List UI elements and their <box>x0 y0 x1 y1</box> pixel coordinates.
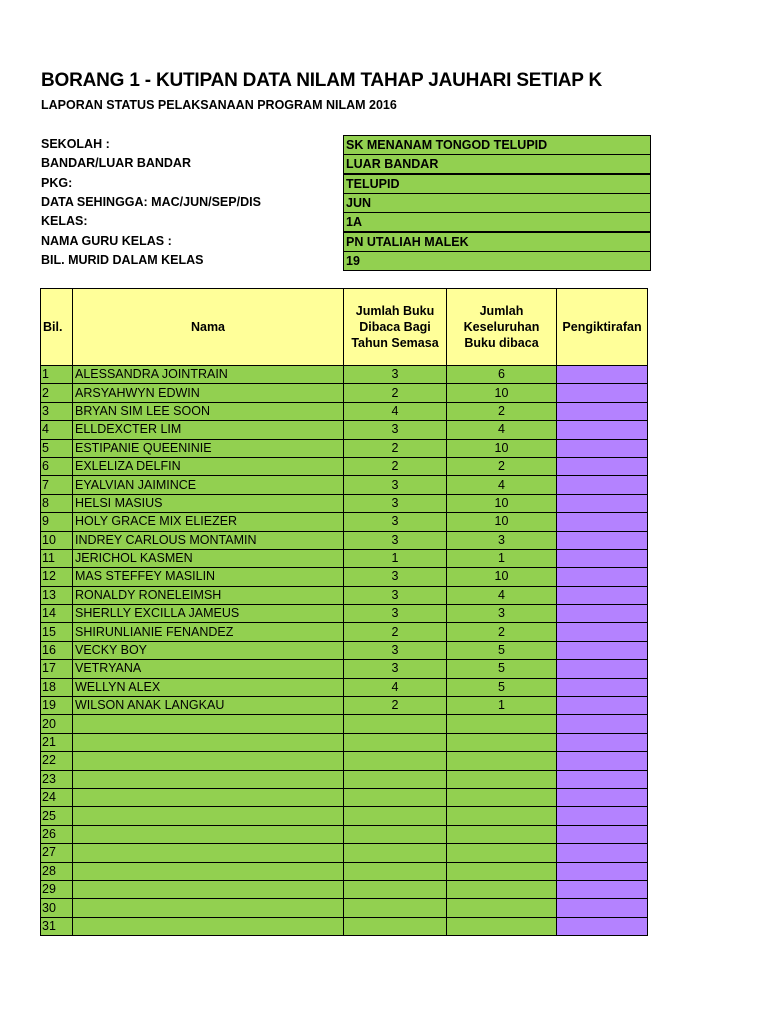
table-row <box>41 788 648 806</box>
row-nama-cell[interactable]: RONALDY RONELEIMSH <box>73 586 344 604</box>
row-jumlah-keseluruhan-cell[interactable]: 3 <box>447 531 557 549</box>
data-sehingga-field[interactable]: JUN <box>343 193 651 213</box>
row-nama-cell[interactable] <box>73 880 344 898</box>
row-jumlah-keseluruhan-cell[interactable]: 3 <box>447 605 557 623</box>
table-row <box>41 770 648 788</box>
row-jumlah-tahun-cell[interactable]: 2 <box>344 439 447 457</box>
row-bil-cell[interactable]: 9 <box>41 513 73 531</box>
row-nama-cell[interactable]: EXLELIZA DELFIN <box>73 457 344 475</box>
row-nama-cell[interactable]: VECKY BOY <box>73 641 344 659</box>
row-jumlah-tahun-cell[interactable] <box>344 899 447 917</box>
row-nama-cell[interactable]: ARSYAHWYN EDWIN <box>73 384 344 402</box>
row-jumlah-tahun-cell[interactable]: 3 <box>344 513 447 531</box>
sekolah-label: SEKOLAH : <box>41 137 110 151</box>
row-jumlah-keseluruhan-cell[interactable]: 10 <box>447 439 557 457</box>
pkg-field[interactable]: TELUPID <box>343 174 651 194</box>
row-bil-cell[interactable]: 27 <box>41 844 73 862</box>
row-nama-cell[interactable]: WILSON ANAK LANGKAU <box>73 697 344 715</box>
table-row <box>41 494 648 512</box>
row-pengiktirafan-cell[interactable] <box>557 494 648 512</box>
row-pengiktirafan-cell[interactable] <box>557 788 648 806</box>
table-row <box>41 733 648 751</box>
row-pengiktirafan-cell[interactable] <box>557 421 648 439</box>
row-jumlah-keseluruhan-cell[interactable]: 6 <box>447 366 557 384</box>
row-nama-cell[interactable]: INDREY CARLOUS MONTAMIN <box>73 531 344 549</box>
row-pengiktirafan-cell[interactable] <box>557 715 648 733</box>
row-pengiktirafan-cell[interactable] <box>557 770 648 788</box>
table-row <box>41 605 648 623</box>
row-bil-cell[interactable]: 17 <box>41 660 73 678</box>
row-jumlah-keseluruhan-cell[interactable] <box>447 807 557 825</box>
table-row <box>41 476 648 494</box>
table-row <box>41 752 648 770</box>
row-bil-cell[interactable]: 25 <box>41 807 73 825</box>
row-jumlah-tahun-cell[interactable]: 2 <box>344 623 447 641</box>
row-jumlah-tahun-cell[interactable] <box>344 733 447 751</box>
row-bil-cell[interactable]: 23 <box>41 770 73 788</box>
row-nama-cell[interactable]: ELLDEXCTER LIM <box>73 421 344 439</box>
row-nama-cell[interactable]: WELLYN ALEX <box>73 678 344 696</box>
row-bil-cell[interactable]: 14 <box>41 605 73 623</box>
row-bil-cell[interactable]: 10 <box>41 531 73 549</box>
row-nama-cell[interactable]: ESTIPANIE QUEENINIE <box>73 439 344 457</box>
header-line: Tahun Semasa <box>351 336 439 350</box>
row-nama-cell[interactable] <box>73 807 344 825</box>
row-nama-cell[interactable] <box>73 917 344 935</box>
bil-murid-field[interactable]: 19 <box>343 251 651 271</box>
row-jumlah-tahun-cell[interactable]: 3 <box>344 366 447 384</box>
header-jumlah-buku-tahun-semasa <box>344 289 447 366</box>
row-jumlah-keseluruhan-cell[interactable] <box>447 899 557 917</box>
table-row <box>41 641 648 659</box>
row-nama-cell[interactable]: ALESSANDRA JOINTRAIN <box>73 366 344 384</box>
row-pengiktirafan-cell[interactable] <box>557 366 648 384</box>
row-pengiktirafan-cell[interactable] <box>557 384 648 402</box>
row-bil-cell[interactable]: 8 <box>41 494 73 512</box>
row-jumlah-keseluruhan-cell[interactable]: 5 <box>447 641 557 659</box>
row-bil-cell[interactable]: 1 <box>41 366 73 384</box>
row-jumlah-keseluruhan-cell[interactable] <box>447 844 557 862</box>
row-jumlah-tahun-cell[interactable]: 3 <box>344 494 447 512</box>
row-pengiktirafan-cell[interactable] <box>557 733 648 751</box>
data-sehingga-label: DATA SEHINGGA: MAC/JUN/SEP/DIS <box>41 195 261 209</box>
row-jumlah-tahun-cell[interactable]: 2 <box>344 384 447 402</box>
row-nama-cell[interactable]: SHIRUNLIANIE FENANDEZ <box>73 623 344 641</box>
row-bil-cell[interactable]: 5 <box>41 439 73 457</box>
row-jumlah-keseluruhan-cell[interactable]: 1 <box>447 549 557 567</box>
row-nama-cell[interactable] <box>73 788 344 806</box>
row-pengiktirafan-cell[interactable] <box>557 697 648 715</box>
table-row <box>41 715 648 733</box>
row-jumlah-keseluruhan-cell[interactable]: 4 <box>447 476 557 494</box>
row-jumlah-keseluruhan-cell[interactable] <box>447 862 557 880</box>
kelas-label: KELAS: <box>41 214 88 228</box>
row-jumlah-tahun-cell[interactable]: 4 <box>344 678 447 696</box>
table-row <box>41 513 648 531</box>
row-jumlah-tahun-cell[interactable] <box>344 862 447 880</box>
row-jumlah-keseluruhan-cell[interactable]: 5 <box>447 678 557 696</box>
table-row <box>41 880 648 898</box>
row-jumlah-tahun-cell[interactable] <box>344 807 447 825</box>
row-pengiktirafan-cell[interactable] <box>557 899 648 917</box>
kelas-field[interactable]: 1A <box>343 212 651 232</box>
student-reading-table <box>40 288 648 936</box>
table-row <box>41 697 648 715</box>
bil-murid-label: BIL. MURID DALAM KELAS <box>41 253 204 267</box>
row-pengiktirafan-cell[interactable] <box>557 402 648 420</box>
row-bil-cell[interactable]: 12 <box>41 568 73 586</box>
table-row <box>41 862 648 880</box>
row-pengiktirafan-cell[interactable] <box>557 880 648 898</box>
row-jumlah-tahun-cell[interactable]: 2 <box>344 457 447 475</box>
row-bil-cell[interactable]: 3 <box>41 402 73 420</box>
header-line: Jumlah Buku <box>355 304 435 318</box>
table-row <box>41 660 648 678</box>
row-bil-cell[interactable]: 2 <box>41 384 73 402</box>
table-row <box>41 421 648 439</box>
row-jumlah-tahun-cell[interactable]: 3 <box>344 531 447 549</box>
row-jumlah-keseluruhan-cell[interactable]: 10 <box>447 568 557 586</box>
row-jumlah-keseluruhan-cell[interactable]: 1 <box>447 697 557 715</box>
row-nama-cell[interactable]: VETRYANA <box>73 660 344 678</box>
row-bil-cell[interactable]: 7 <box>41 476 73 494</box>
row-pengiktirafan-cell[interactable] <box>557 641 648 659</box>
row-pengiktirafan-cell[interactable] <box>557 549 648 567</box>
row-pengiktirafan-cell[interactable] <box>557 825 648 843</box>
row-nama-cell[interactable]: HELSI MASIUS <box>73 494 344 512</box>
row-jumlah-tahun-cell[interactable]: 3 <box>344 641 447 659</box>
header-line: Jumlah <box>479 304 524 318</box>
row-jumlah-keseluruhan-cell[interactable] <box>447 825 557 843</box>
table-row <box>41 825 648 843</box>
row-jumlah-tahun-cell[interactable] <box>344 752 447 770</box>
row-jumlah-tahun-cell[interactable] <box>344 715 447 733</box>
row-pengiktirafan-cell[interactable] <box>557 568 648 586</box>
row-bil-cell[interactable]: 19 <box>41 697 73 715</box>
row-jumlah-keseluruhan-cell[interactable]: 4 <box>447 586 557 604</box>
header-line: Keseluruhan <box>463 320 540 334</box>
table-body <box>41 366 648 936</box>
row-jumlah-keseluruhan-cell[interactable] <box>447 733 557 751</box>
row-pengiktirafan-cell[interactable] <box>557 752 648 770</box>
row-nama-cell[interactable]: EYALVIAN JAIMINCE <box>73 476 344 494</box>
row-jumlah-tahun-cell[interactable]: 1 <box>344 549 447 567</box>
table-row <box>41 899 648 917</box>
row-jumlah-tahun-cell[interactable]: 3 <box>344 476 447 494</box>
table-header-row <box>41 289 648 366</box>
row-bil-cell[interactable]: 6 <box>41 457 73 475</box>
row-nama-cell[interactable] <box>73 752 344 770</box>
row-pengiktirafan-cell[interactable] <box>557 586 648 604</box>
table-row <box>41 586 648 604</box>
row-jumlah-keseluruhan-cell[interactable]: 10 <box>447 384 557 402</box>
row-jumlah-keseluruhan-cell[interactable] <box>447 752 557 770</box>
row-bil-cell[interactable]: 21 <box>41 733 73 751</box>
table-row <box>41 678 648 696</box>
row-pengiktirafan-cell[interactable] <box>557 605 648 623</box>
row-nama-cell[interactable]: SHERLLY EXCILLA JAMEUS <box>73 605 344 623</box>
row-pengiktirafan-cell[interactable] <box>557 844 648 862</box>
row-jumlah-tahun-cell[interactable] <box>344 770 447 788</box>
row-jumlah-keseluruhan-cell[interactable] <box>447 917 557 935</box>
row-pengiktirafan-cell[interactable] <box>557 862 648 880</box>
row-nama-cell[interactable]: BRYAN SIM LEE SOON <box>73 402 344 420</box>
table-row <box>41 402 648 420</box>
row-jumlah-keseluruhan-cell[interactable] <box>447 788 557 806</box>
row-nama-cell[interactable]: HOLY GRACE MIX ELIEZER <box>73 513 344 531</box>
table-row <box>41 384 648 402</box>
row-bil-cell[interactable]: 30 <box>41 899 73 917</box>
row-jumlah-keseluruhan-cell[interactable] <box>447 770 557 788</box>
row-jumlah-keseluruhan-cell[interactable]: 4 <box>447 421 557 439</box>
row-jumlah-tahun-cell[interactable] <box>344 844 447 862</box>
row-jumlah-keseluruhan-cell[interactable] <box>447 880 557 898</box>
sekolah-field[interactable]: SK MENANAM TONGOD TELUPID <box>343 135 651 155</box>
table-row <box>41 457 648 475</box>
table-row <box>41 568 648 586</box>
row-nama-cell[interactable] <box>73 715 344 733</box>
header-pengiktirafan: Pengiktirafan <box>557 289 648 366</box>
row-nama-cell[interactable] <box>73 733 344 751</box>
row-bil-cell[interactable]: 13 <box>41 586 73 604</box>
row-jumlah-keseluruhan-cell[interactable]: 2 <box>447 623 557 641</box>
row-nama-cell[interactable] <box>73 844 344 862</box>
row-jumlah-tahun-cell[interactable]: 3 <box>344 568 447 586</box>
header-nama: Nama <box>73 289 344 366</box>
row-pengiktirafan-cell[interactable] <box>557 513 648 531</box>
row-bil-cell[interactable]: 20 <box>41 715 73 733</box>
row-bil-cell[interactable]: 26 <box>41 825 73 843</box>
row-jumlah-tahun-cell[interactable] <box>344 825 447 843</box>
row-jumlah-keseluruhan-cell[interactable]: 2 <box>447 457 557 475</box>
row-nama-cell[interactable]: MAS STEFFEY MASILIN <box>73 568 344 586</box>
row-bil-cell[interactable]: 4 <box>41 421 73 439</box>
row-bil-cell[interactable]: 28 <box>41 862 73 880</box>
row-jumlah-keseluruhan-cell[interactable]: 10 <box>447 513 557 531</box>
table-row <box>41 917 648 935</box>
row-bil-cell[interactable]: 24 <box>41 788 73 806</box>
row-jumlah-tahun-cell[interactable] <box>344 917 447 935</box>
nama-guru-field[interactable]: PN UTALIAH MALEK <box>343 232 651 252</box>
row-nama-cell[interactable] <box>73 899 344 917</box>
table-row <box>41 623 648 641</box>
row-bil-cell[interactable]: 18 <box>41 678 73 696</box>
table-row <box>41 807 648 825</box>
row-pengiktirafan-cell[interactable] <box>557 917 648 935</box>
row-nama-cell[interactable]: JERICHOL KASMEN <box>73 549 344 567</box>
row-pengiktirafan-cell[interactable] <box>557 660 648 678</box>
row-bil-cell[interactable]: 15 <box>41 623 73 641</box>
bandar-label: BANDAR/LUAR BANDAR <box>41 156 191 170</box>
table-row <box>41 531 648 549</box>
row-nama-cell[interactable] <box>73 770 344 788</box>
bandar-field[interactable]: LUAR BANDAR <box>343 154 651 174</box>
row-pengiktirafan-cell[interactable] <box>557 807 648 825</box>
row-jumlah-keseluruhan-cell[interactable]: 5 <box>447 660 557 678</box>
row-bil-cell[interactable]: 31 <box>41 917 73 935</box>
row-nama-cell[interactable] <box>73 825 344 843</box>
row-bil-cell[interactable]: 16 <box>41 641 73 659</box>
row-pengiktirafan-cell[interactable] <box>557 623 648 641</box>
table-row <box>41 366 648 384</box>
header-line: Dibaca Bagi <box>359 320 431 334</box>
header-line: Buku dibaca <box>464 336 539 350</box>
row-jumlah-tahun-cell[interactable]: 3 <box>344 421 447 439</box>
row-jumlah-tahun-cell[interactable]: 3 <box>344 660 447 678</box>
row-jumlah-tahun-cell[interactable]: 2 <box>344 697 447 715</box>
header-bil: Bil. <box>41 289 73 366</box>
row-pengiktirafan-cell[interactable] <box>557 531 648 549</box>
row-jumlah-keseluruhan-cell[interactable]: 2 <box>447 402 557 420</box>
row-jumlah-tahun-cell[interactable]: 4 <box>344 402 447 420</box>
row-jumlah-tahun-cell[interactable]: 3 <box>344 605 447 623</box>
row-jumlah-tahun-cell[interactable]: 3 <box>344 586 447 604</box>
table-row <box>41 549 648 567</box>
nama-guru-label: NAMA GURU KELAS : <box>41 234 172 248</box>
pkg-label: PKG: <box>41 176 73 190</box>
row-nama-cell[interactable] <box>73 862 344 880</box>
form-title: BORANG 1 - KUTIPAN DATA NILAM TAHAP JAUHARI SETIAP K <box>41 70 603 91</box>
row-pengiktirafan-cell[interactable] <box>557 439 648 457</box>
row-jumlah-keseluruhan-cell[interactable] <box>447 715 557 733</box>
table-row <box>41 439 648 457</box>
row-pengiktirafan-cell[interactable] <box>557 678 648 696</box>
row-jumlah-tahun-cell[interactable] <box>344 880 447 898</box>
table-row <box>41 844 648 862</box>
report-subtitle: LAPORAN STATUS PELAKSANAAN PROGRAM NILAM 2016 <box>41 98 397 112</box>
row-bil-cell[interactable]: 22 <box>41 752 73 770</box>
row-bil-cell[interactable]: 29 <box>41 880 73 898</box>
row-pengiktirafan-cell[interactable] <box>557 457 648 475</box>
row-pengiktirafan-cell[interactable] <box>557 476 648 494</box>
row-jumlah-tahun-cell[interactable] <box>344 788 447 806</box>
row-jumlah-keseluruhan-cell[interactable]: 10 <box>447 494 557 512</box>
header-jumlah-keseluruhan <box>447 289 557 366</box>
row-bil-cell[interactable]: 11 <box>41 549 73 567</box>
